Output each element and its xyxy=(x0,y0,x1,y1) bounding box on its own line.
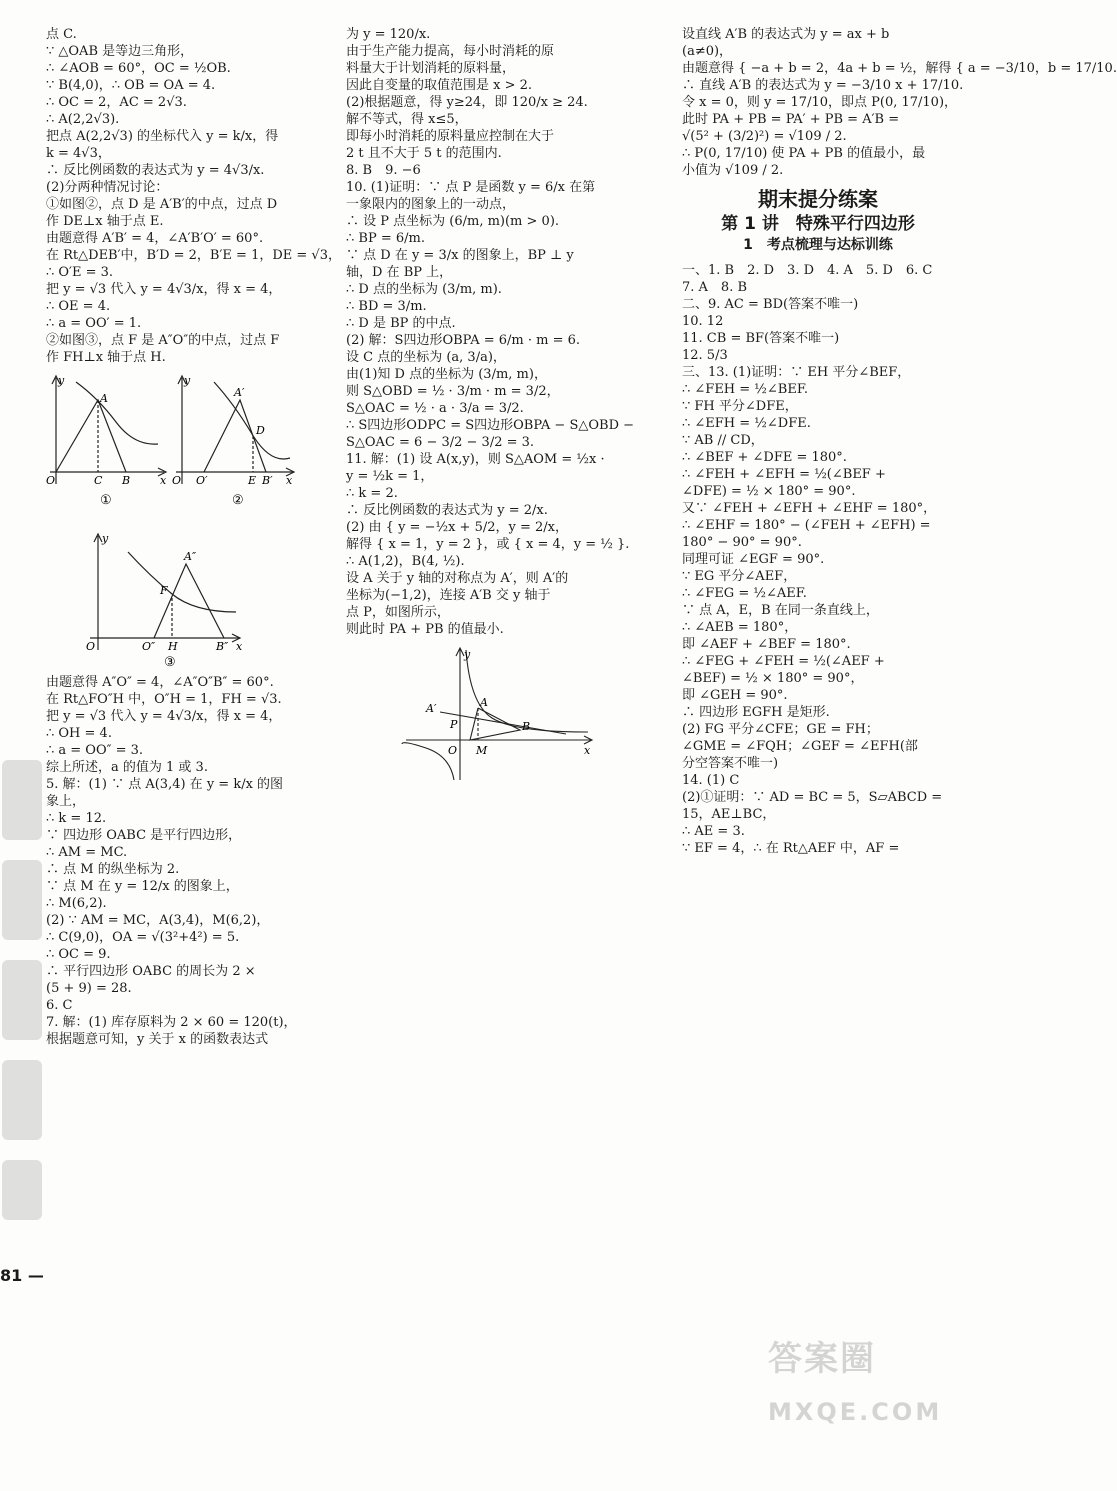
text-line: ②如图③，点 F 是 A″O″的中点，过点 F xyxy=(46,333,280,348)
f3-A-label: A″ xyxy=(184,550,197,563)
text-line: ∴ 反比例函数的表达式为 y = 2/x. xyxy=(346,503,548,518)
text-line: ∴ OH = 4. xyxy=(46,726,112,741)
text-line: 180° − 90° = 90°. xyxy=(682,535,802,550)
f4-A-label: A xyxy=(480,696,488,709)
text-line: ∵ 点 A，E，B 在同一条直线上， xyxy=(682,603,879,618)
text-line: ∴ a = OO′ = 1. xyxy=(46,316,142,331)
f3-B-label: B″ xyxy=(216,640,229,653)
text-line: ∴ k = 2. xyxy=(346,486,398,501)
figure-4-svg xyxy=(396,644,596,784)
f3-O-label: O xyxy=(86,640,96,653)
text-line: ∴ A(2,2√3). xyxy=(46,112,120,127)
text-line: 把 y = √3 代入 y = 4√3/x，得 x = 4， xyxy=(46,282,282,297)
text-line: ∴ 直线 A′B 的表达式为 y = −3/10 x + 17/10. xyxy=(682,78,964,93)
text-line: (5 + 9) = 28. xyxy=(46,981,132,996)
f4-O-label: O xyxy=(448,744,458,757)
watermark-bottom-text: MXQE.COM xyxy=(768,1398,943,1426)
text-line: 点 P，如图所示， xyxy=(346,605,450,620)
f3-caption: ③ xyxy=(164,655,176,670)
figure-4 xyxy=(346,644,614,784)
text-line: 在 Rt△DEB′中，B′D = 2，B′E = 1，DE = √3， xyxy=(46,248,341,263)
text-line: ∴ ∠FEH = ½∠BEF. xyxy=(682,382,808,397)
text-line: 7. 解：(1) 库存原料为 2 × 60 = 120(t)， xyxy=(46,1015,297,1030)
text-line: 点 C. xyxy=(46,27,77,42)
text-line: ∴ ∠BEF + ∠DFE = 180°. xyxy=(682,450,847,465)
text-line: ∴ 四边形 EGFH 是矩形. xyxy=(682,705,830,720)
text-line: ∴ D 是 BP 的中点. xyxy=(346,316,456,331)
text-line: ∴ ∠AOB = 60°，OC = ½OB. xyxy=(46,61,231,76)
f1-y-label: y xyxy=(58,374,65,387)
text-line: y = ½k = 1， xyxy=(346,469,434,484)
f2-D-label: D xyxy=(256,424,265,437)
text-line: ∴ 设 P 点坐标为 (6/m, m)(m > 0). xyxy=(346,214,560,229)
text-line: ∵ FH 平分∠DFE， xyxy=(682,399,798,414)
text-line: ∴ OC = 2，AC = 2√3. xyxy=(46,95,187,110)
side-seal-decoration xyxy=(0,760,44,1230)
f3-x-label: x xyxy=(236,640,243,653)
text-line: 则 S△OBD = ½ · 3/m · m = 3/2， xyxy=(346,384,560,399)
text-line: ∴ OC = 9. xyxy=(46,947,111,962)
text-line: ∵ 点 M 在 y = 12/x 的图象上， xyxy=(46,879,239,894)
section-title: 1 考点梳理与达标训练 xyxy=(743,237,893,253)
f4-M-label: M xyxy=(476,744,488,757)
text-line: (2) 由 { y = −½x + 5/2，y = 2/x， xyxy=(346,520,568,535)
col3-lines-bottom xyxy=(682,262,954,857)
text-line: ∴ ∠FEG = ½∠AEF. xyxy=(682,586,807,601)
text-line: (2) ∵ AM = MC，A(3,4)，M(6,2)， xyxy=(46,913,270,928)
text-line: ∴ ∠EHF = 180° − (∠FEH + ∠EFH) = xyxy=(682,518,931,533)
text-line: 此时 PA + PB = PA′ + PB = A′B = xyxy=(682,112,900,127)
text-line: ∴ 平行四边形 OABC 的周长为 2 × xyxy=(46,964,256,979)
figures-1-2 xyxy=(46,372,306,522)
f2-B-label: B′ xyxy=(262,474,273,487)
col3-lines-top xyxy=(682,26,1117,179)
watermark xyxy=(768,1331,978,1451)
f2-A-label: A′ xyxy=(234,386,245,399)
text-line: ①如图②，点 D 是 A′B′的中点，过点 D xyxy=(46,197,278,212)
text-line: 料量大于计划消耗的原料量， xyxy=(346,61,516,76)
text-line: ∴ D 点的坐标为 (3/m, m). xyxy=(346,282,502,297)
text-line: ∴ AM = MC. xyxy=(46,845,128,860)
text-line: 10. (1)证明：∵ 点 P 是函数 y = 6/x 在第 xyxy=(346,180,596,195)
text-line: ∵ EF = 4，∴ 在 Rt△AEF 中，AF = xyxy=(682,841,900,856)
text-line: ∵ 点 D 在 y = 3/x 的图象上，BP ⊥ y xyxy=(346,248,574,263)
f4-x-label: x xyxy=(584,744,591,757)
text-line: 设 C 点的坐标为 (a, 3/a)， xyxy=(346,350,506,365)
text-line: S△OAC = ½ · a · 3/a = 3/2. xyxy=(346,401,524,416)
f4-P-label: P xyxy=(450,718,458,731)
f3-F-label: F xyxy=(160,584,168,597)
text-line: ∴ a = OO″ = 3. xyxy=(46,743,144,758)
f1-O-label: O xyxy=(46,474,56,487)
text-line: (a≠0)， xyxy=(682,44,733,59)
chapter-title: 期末提分练案 xyxy=(758,187,878,211)
text-line: 令 x = 0，则 y = 17/10，即点 P(0, 17/10)， xyxy=(682,95,958,110)
f2-O2-label: O′ xyxy=(196,474,208,487)
page-number: 81 — xyxy=(0,1266,44,1285)
text-line: 即 ∠GEH = 90°. xyxy=(682,688,788,703)
text-line: 设 A 关于 y 轴的对称点为 A′，则 A′的 xyxy=(346,571,569,586)
text-line: 作 DE⊥x 轴于点 E. xyxy=(46,214,164,229)
text-line: ∴ k = 12. xyxy=(46,811,107,826)
text-line: 2 t 且不大于 5 t 的范围内. xyxy=(346,146,502,161)
text-line: 由题意得 { −a + b = 2，4a + b = ½，解得 { a = −3/10，b = 17/10. xyxy=(682,61,1117,76)
text-line: (2) 解：S四边形OBPA = 6/m · m = 6. xyxy=(346,333,581,348)
f2-y-label: y xyxy=(184,374,191,387)
text-line: 11. 解：(1) 设 A(x,y)，则 S△AOM = ½x · xyxy=(346,452,605,467)
f1-A-label: A xyxy=(100,392,108,405)
text-line: 同理可证 ∠EGF = 90°. xyxy=(682,552,825,567)
text-line: ∴ BP = 6/m. xyxy=(346,231,425,246)
text-line: 15，AE⊥BC， xyxy=(682,807,776,822)
text-line: 在 Rt△FO″H 中，O″H = 1，FH = √3. xyxy=(46,692,282,707)
f1-B-label: B xyxy=(122,474,131,487)
text-line: ∵ EG 平分∠AEF， xyxy=(682,569,797,584)
text-line: 12. 5/3 xyxy=(682,348,728,363)
f4-A2-label: A′ xyxy=(426,702,437,715)
text-line: 把 y = √3 代入 y = 4√3/x，得 x = 4， xyxy=(46,709,282,724)
text-line: 解得 { x = 1，y = 2 }，或 { x = 4，y = ½ }. xyxy=(346,537,630,552)
lesson-title: 第 1 讲 特殊平行四边形 xyxy=(721,214,915,234)
figure-1-2-svg xyxy=(46,372,296,522)
text-line: 作 FH⊥x 轴于点 H. xyxy=(46,350,166,365)
text-line: 6. C xyxy=(46,998,73,1013)
text-line: ∴ 点 M 的纵坐标为 2. xyxy=(46,862,180,877)
f2-E-label: E xyxy=(248,474,257,487)
text-line: 轴，D 在 BP 上， xyxy=(346,265,453,280)
text-line: ∵ 四边形 OABC 是平行四边形， xyxy=(46,828,242,843)
text-line: ∴ C(9,0)，OA = √(3²+4²) = 5. xyxy=(46,930,240,945)
figure-3 xyxy=(46,528,306,668)
f1-caption: ① xyxy=(100,493,112,508)
text-line: 10. 12 xyxy=(682,314,724,329)
column-right xyxy=(682,26,1117,857)
text-line: 二、9. AC = BD(答案不唯一) xyxy=(682,297,859,312)
text-line: 7. A 8. B xyxy=(682,280,748,295)
text-line: ∵ AB // CD， xyxy=(682,433,764,448)
text-line: 综上所述，a 的值为 1 或 3. xyxy=(46,760,208,775)
text-line: 5. 解：(1) ∵ 点 A(3,4) 在 y = k/x 的图 xyxy=(46,777,284,792)
col1-lines-bottom xyxy=(46,674,306,1048)
text-line: 根据题意可知，y 关于 x 的函数表达式 xyxy=(46,1032,269,1047)
text-line: (2)分两种情况讨论： xyxy=(46,180,169,195)
f2-O-label: O xyxy=(172,474,182,487)
text-line: ∠DFE) = ½ × 180° = 90°. xyxy=(682,484,856,499)
text-line: 为 y = 120/x. xyxy=(346,27,431,42)
f4-y-label: y xyxy=(464,648,471,661)
text-line: ∴ AE = 3. xyxy=(682,824,745,839)
f3-y-label: y xyxy=(102,532,109,545)
f3-H-label: H xyxy=(168,640,178,653)
text-line: 8. B 9. −6 xyxy=(346,163,421,178)
text-line: 由(1)知 D 点的坐标为 (3/m, m)， xyxy=(346,367,547,382)
f1-x-label: x xyxy=(160,474,167,487)
text-line: ∴ ∠FEG + ∠FEH = ½(∠AEF + xyxy=(682,654,885,669)
text-line: ∠BEF) = ½ × 180° = 90°， xyxy=(682,671,864,686)
text-line: k = 4√3， xyxy=(46,146,111,161)
text-line: ∴ M(6,2). xyxy=(46,896,107,911)
text-line: ∴ BD = 3/m. xyxy=(346,299,427,314)
text-line: 又∵ ∠FEH + ∠EFH + ∠EHF = 180°， xyxy=(682,501,937,516)
text-line: ∵ B(4,0)，∴ OB = OA = 4. xyxy=(46,78,216,93)
figure-3-svg xyxy=(46,528,296,668)
text-line: (2)根据题意，得 y≥24，即 120/x ≥ 24. xyxy=(346,95,588,110)
col2-lines xyxy=(346,26,635,638)
text-line: 小值为 √109 / 2. xyxy=(682,163,784,178)
text-line: 设直线 A′B 的表达式为 y = ax + b xyxy=(682,27,890,42)
text-line: √(5² + (3/2)²) = √109 / 2. xyxy=(682,129,847,144)
text-line: ∴ ∠EFH = ½∠DFE. xyxy=(682,416,811,431)
text-line: 由题意得 A″O″ = 4，∠A″O″B″ = 60°. xyxy=(46,675,274,690)
text-line: ∴ A(1,2)，B(4, ½). xyxy=(346,554,465,569)
f4-B-label: B xyxy=(522,720,531,733)
text-line: 即 ∠AEF + ∠BEF = 180°. xyxy=(682,637,851,652)
text-line: ∴ S四边形ODPC = S四边形OBPA − S△OBD − xyxy=(346,418,635,433)
text-line: 11. CB = BF(答案不唯一) xyxy=(682,331,840,346)
column-middle xyxy=(346,26,635,790)
text-line: 分空答案不唯一) xyxy=(682,756,779,771)
text-line: ∴ ∠AEB = 180°， xyxy=(682,620,798,635)
text-line: (2) FG 平分∠CFE；GE = FH； xyxy=(682,722,879,737)
text-line: 14. (1) C xyxy=(682,773,740,788)
col1-lines-top xyxy=(46,26,341,366)
f2-caption: ② xyxy=(232,493,244,508)
text-line: ∴ P(0, 17/10) 使 PA + PB 的值最小，最 xyxy=(682,146,926,161)
text-line: (2)①证明：∵ AD = BC = 5，S▱ABCD = xyxy=(682,790,943,805)
text-line: ∴ ∠FEH + ∠EFH = ½(∠BEF + xyxy=(682,467,886,482)
column-left xyxy=(46,26,341,1048)
text-line: 坐标为(−1,2)，连接 A′B 交 y 轴于 xyxy=(346,588,551,603)
text-line: 由题意得 A′B′ = 4，∠A′B′O′ = 60°. xyxy=(46,231,264,246)
text-line: 因此自变量的取值范围是 x > 2. xyxy=(346,78,533,93)
text-line: S△OAC = 6 − 3/2 − 3/2 = 3. xyxy=(346,435,535,450)
text-line: 象上， xyxy=(46,794,86,809)
text-line: 解不等式，得 x≤5， xyxy=(346,112,468,127)
text-line: 即每小时消耗的原料量应控制在大于 xyxy=(346,129,555,144)
watermark-top-text: 答案圈 xyxy=(768,1339,876,1379)
text-line: 一、1. B 2. D 3. D 4. A 5. D 6. C xyxy=(682,263,933,278)
text-line: 把点 A(2,2√3) 的坐标代入 y = k/x，得 xyxy=(46,129,279,144)
text-line: ∴ OE = 4. xyxy=(46,299,111,314)
text-line: 则此时 PA + PB 的值最小. xyxy=(346,622,504,637)
text-line: 一象限内的图象上的一动点， xyxy=(346,197,516,212)
text-line: ∴ 反比例函数的表达式为 y = 4√3/x. xyxy=(46,163,265,178)
text-line: ∴ O′E = 3. xyxy=(46,265,114,280)
text-line: 三、13. (1)证明：∵ EH 平分∠BEF， xyxy=(682,365,911,380)
text-line: ∵ △OAB 是等边三角形， xyxy=(46,44,194,59)
f3-O2-label: O″ xyxy=(142,640,156,653)
f2-x-label: x xyxy=(286,474,293,487)
text-line: 由于生产能力提高，每小时消耗的原 xyxy=(346,44,555,59)
text-line: ∠GME = ∠FQH；∠GEF = ∠EFH(部 xyxy=(682,739,918,754)
f1-C-label: C xyxy=(94,474,103,487)
